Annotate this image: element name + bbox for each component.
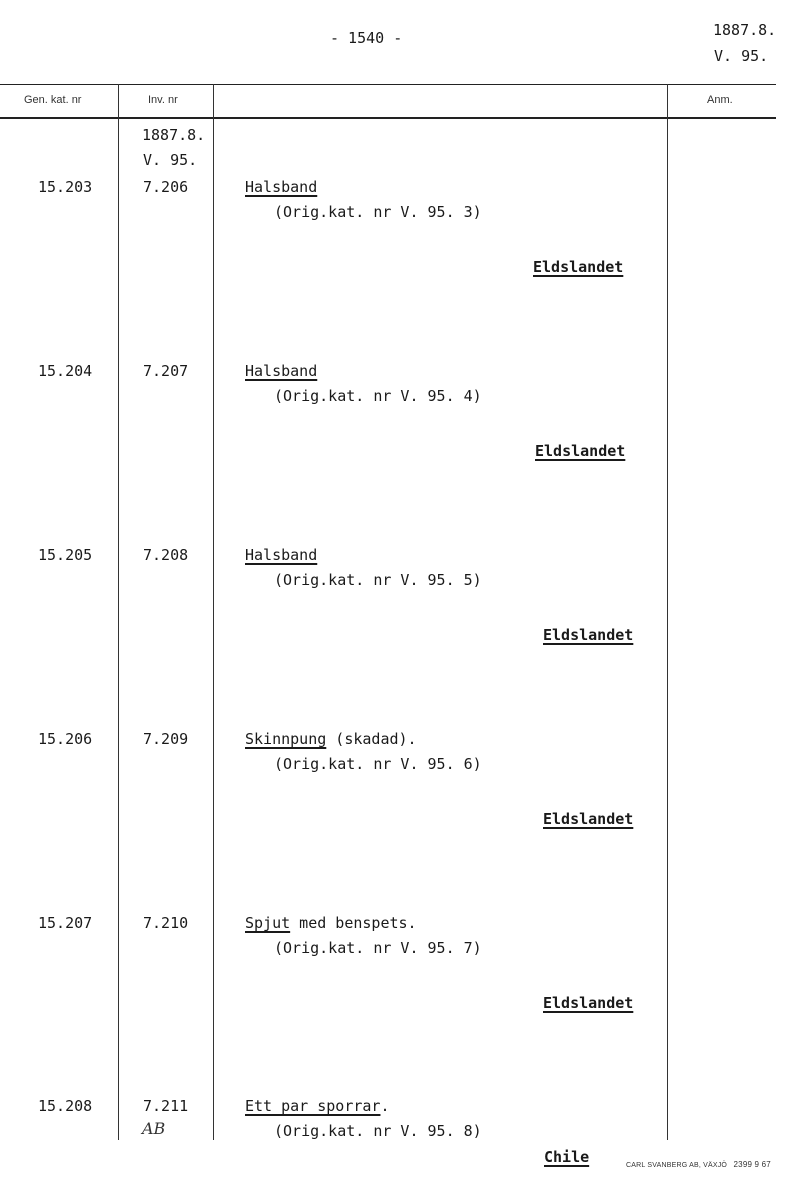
- place-of-origin: Eldslandet: [533, 258, 624, 276]
- inv-nr: 7.209: [143, 730, 189, 748]
- printer-code: 2399 9 67: [733, 1160, 771, 1169]
- object-name: Halsband: [245, 546, 318, 564]
- gen-kat-nr: 15.203: [38, 178, 93, 196]
- object-name: Halsband: [245, 362, 318, 380]
- column-header-inv-nr: Inv. nr: [148, 94, 178, 106]
- place-of-origin: Chile: [544, 1148, 590, 1166]
- object-name: Ett par sporrar: [245, 1097, 381, 1115]
- inv-nr: 7.208: [143, 546, 189, 564]
- initials-signature: AB: [142, 1119, 166, 1138]
- orig-kat-ref: (Orig.kat. nr V. 95. 3): [274, 203, 482, 221]
- orig-kat-ref: (Orig.kat. nr V. 95. 5): [274, 571, 482, 589]
- object-description: [245, 178, 317, 196]
- orig-kat-ref: (Orig.kat. nr V. 95. 4): [274, 387, 482, 405]
- printer-imprint: [626, 1160, 771, 1169]
- object-description: [245, 730, 417, 748]
- gen-kat-nr: 15.207: [38, 914, 93, 932]
- gen-kat-nr: 15.206: [38, 730, 93, 748]
- object-note: med benspets.: [290, 914, 417, 932]
- orig-kat-ref: (Orig.kat. nr V. 95. 7): [274, 939, 482, 957]
- place-of-origin: Eldslandet: [543, 994, 634, 1012]
- header-ref-line1: 1887.8.: [713, 21, 777, 39]
- object-name: Spjut: [245, 914, 291, 932]
- column-divider-3: [667, 84, 668, 1140]
- object-description: [245, 362, 317, 380]
- inv-nr: 7.206: [143, 178, 189, 196]
- orig-kat-ref: (Orig.kat. nr V. 95. 6): [274, 755, 482, 773]
- orig-kat-ref: (Orig.kat. nr V. 95. 8): [274, 1122, 482, 1140]
- place-of-origin: Eldslandet: [535, 442, 626, 460]
- object-description: [245, 546, 317, 564]
- inv-nr: 7.207: [143, 362, 189, 380]
- object-description: [245, 1097, 390, 1115]
- inv-nr: 7.210: [143, 914, 189, 932]
- table-header-rule: [0, 117, 776, 119]
- column-header-anm: Anm.: [707, 94, 733, 106]
- inv-col-header-line2: V. 95.: [143, 151, 198, 169]
- inv-nr: 7.211: [143, 1097, 189, 1115]
- column-divider-2: [213, 84, 214, 1140]
- table-top-rule: [0, 84, 776, 85]
- inv-col-header-line1: 1887.8.: [142, 126, 206, 144]
- column-header-gen-kat-nr: Gen. kat. nr: [24, 94, 82, 106]
- gen-kat-nr: 15.204: [38, 362, 93, 380]
- object-note: .: [380, 1097, 390, 1115]
- place-of-origin: Eldslandet: [543, 626, 634, 644]
- object-name: Skinnpung: [245, 730, 327, 748]
- gen-kat-nr: 15.208: [38, 1097, 93, 1115]
- object-note: (skadad).: [326, 730, 417, 748]
- object-name: Halsband: [245, 178, 318, 196]
- page-number: - 1540 -: [330, 29, 403, 47]
- column-divider-1: [118, 84, 119, 1140]
- object-description: [245, 914, 417, 932]
- header-ref-line2: V. 95.: [714, 47, 769, 65]
- printer-name: CARL SVANBERG AB, VÄXJÖ: [626, 1162, 728, 1169]
- place-of-origin: Eldslandet: [543, 810, 634, 828]
- gen-kat-nr: 15.205: [38, 546, 93, 564]
